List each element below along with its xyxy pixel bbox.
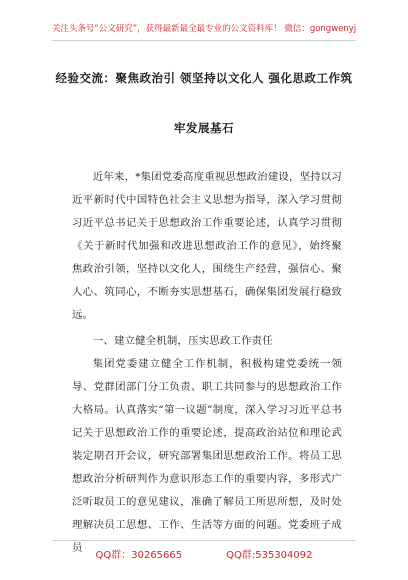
footer: [0, 546, 408, 561]
header-divider: [52, 40, 356, 41]
header-note: 关注头条号“公文研究”，获得最新最全最专业的公文资料库！ 微信：gongwenyj: [51, 24, 357, 34]
document-body: [72, 166, 342, 560]
section-heading: 一、建立健全机制，压实思政工作责任: [92, 335, 273, 347]
document-title: 经验交流：聚焦政治引 领坚持以文化人 强化思政工作筑: [55, 71, 353, 85]
footer-qq-group-2: QQ群:535304092: [226, 550, 313, 561]
footer-qq-group-1: QQ群：30265665: [95, 550, 183, 561]
paragraph-body: 集团党委建立健全工作机制，积极构建党委统一领导、党群团部门分工负责、职工共同参与的思想政治工作大格局。认真落实“第一议题”制度，深入学习习近平总书记关于思想政治工作的重要论述，提高政治站位和理论武装定期召开会议，研究部署集团思想政治工作。将员工思想政治分析研判作为意识形态工作的重要内容，多形式广泛听取员工的意见建议，准确了解员工所思所想，及时处理解决员工思想、工作、生活等方面的问题。党委班子成员: [72, 358, 342, 554]
paragraph-intro: 近年来，*集团党委高度重视思想政治建设，坚持以习近平新时代中国特色社会主义思想为指导，深入学习贯彻习近平总书记关于思想政治工作重要论述，认真学习贯彻《关于新时代加强和改进思想政治工作的意见》，始终聚焦政治引领，坚持以文化人，围绕生产经营，强信心、聚人心、筑同心，不断夯实思想基石，确保集团发展行稳致远。: [72, 171, 342, 321]
document-title-continued: 牢发展基石: [174, 121, 234, 135]
footer-divider: [52, 540, 356, 541]
